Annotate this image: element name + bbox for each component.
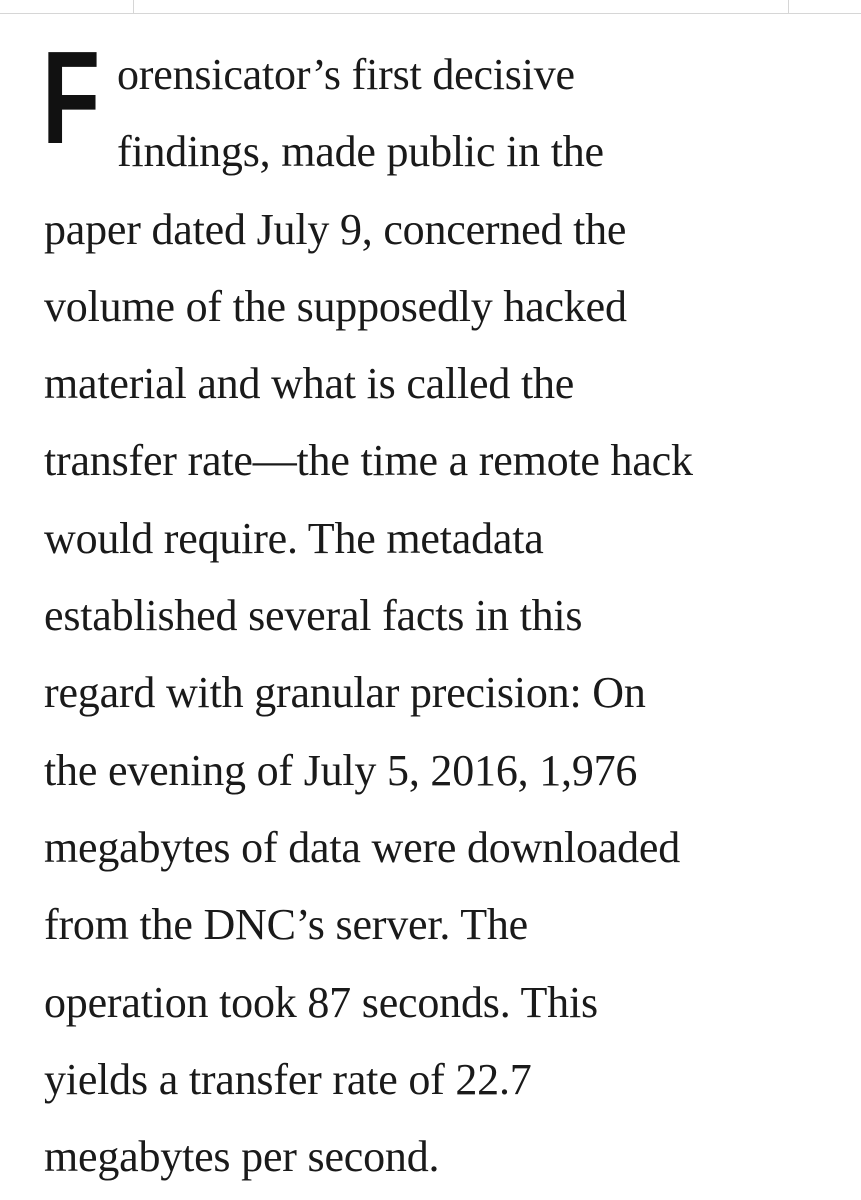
text-line-3: paper dated July 9, concerned the [44,204,627,254]
text-line-12: from the DNC’s server. The [44,900,528,950]
divider-tick-right [788,0,789,14]
text-line-11: megabytes of data were downloaded [44,822,681,872]
text-line-10: the evening of July 5, 2016, 1,976 [44,745,638,795]
text-line-15: megabytes per second. [44,1132,440,1182]
text-line-4: volume of the supposedly hacked [44,281,627,331]
text-line-14: yields a transfer rate of 22.7 [44,1054,532,1104]
text-line-8: established several facts in this [44,591,583,641]
divider-tick-left [133,0,134,14]
text-line-1: orensicator’s first decisive [117,50,575,99]
drop-cap: F [42,24,100,171]
text-line-5: material and what is called the [44,359,575,409]
text-line-13: operation took 87 seconds. This [44,977,598,1027]
top-divider [0,0,861,14]
text-line-2: findings, made public in the [117,127,604,177]
text-line-7: would require. The metadata [44,513,544,563]
article-paragraph [42,24,844,1195]
text-line-9: regard with granular precision: On [44,668,646,718]
text-line-6: transfer rate—the time a remote hack [44,436,693,486]
